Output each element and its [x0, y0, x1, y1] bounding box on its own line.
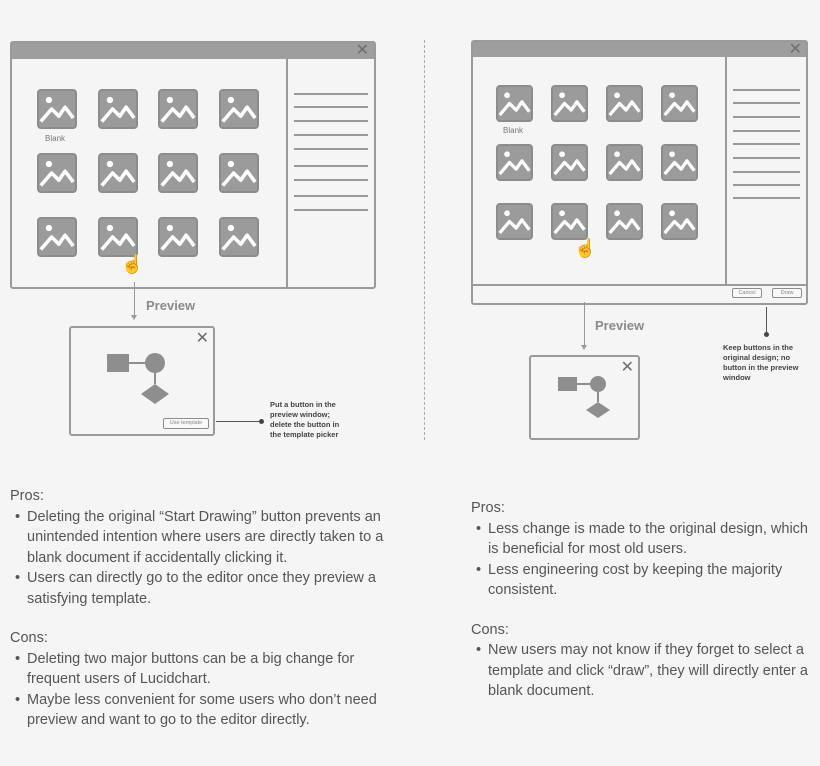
image-placeholder-icon[interactable]	[661, 85, 698, 122]
close-icon[interactable]: ✕	[620, 359, 634, 376]
image-placeholder-icon[interactable]	[219, 217, 259, 257]
left-note-connector	[216, 421, 261, 422]
image-placeholder-icon[interactable]	[551, 85, 588, 122]
list-item: • Deleting the original “Start Drawing” button prevents an unintended intention where users are directly taken to a blank document if accidentally clicking it.	[13, 507, 390, 569]
image-placeholder-icon[interactable]	[219, 153, 259, 193]
blank-template-label: Blank	[45, 134, 66, 143]
right-note-connector	[766, 307, 767, 334]
pros-list	[10, 507, 390, 610]
pros-heading: Pros:	[10, 488, 44, 504]
image-placeholder-icon[interactable]	[98, 89, 138, 129]
image-placeholder-icon[interactable]	[496, 203, 533, 240]
left-pros-cons	[10, 486, 390, 731]
blank-template-label: Blank	[503, 126, 524, 135]
image-placeholder-icon[interactable]	[98, 153, 138, 193]
image-placeholder-icon[interactable]	[606, 85, 643, 122]
cons-list	[471, 640, 816, 702]
list-item: • Maybe less convenient for some users who don’t need preview and want to go to the editor directly.	[13, 690, 390, 731]
left-preview-window	[69, 326, 215, 436]
right-preview-window	[529, 355, 640, 440]
pros-list	[471, 519, 816, 601]
close-icon[interactable]: ✕	[195, 330, 209, 347]
right-arrow-line	[584, 302, 585, 348]
left-arrow-line	[134, 282, 135, 318]
left-arrow-head	[131, 315, 137, 320]
close-icon[interactable]: ✕	[355, 42, 369, 59]
image-placeholder-icon[interactable]	[496, 85, 533, 122]
list-item: • New users may not know if they forget to select a template and click “draw”, they will directly enter a blank document.	[474, 640, 816, 702]
right-preview-label: Preview	[595, 318, 645, 333]
right-pros-cons	[471, 498, 816, 702]
left-note-dot	[259, 419, 264, 424]
image-placeholder-icon[interactable]	[551, 144, 588, 181]
image-placeholder-icon[interactable]	[158, 89, 198, 129]
list-item: • Less engineering cost by keeping the majority consistent.	[474, 560, 816, 601]
cons-heading: Cons:	[471, 621, 509, 638]
left-preview-label: Preview	[146, 298, 196, 313]
list-item: • Users can directly go to the editor once they preview a satisfying template.	[13, 568, 390, 609]
right-note-dot	[764, 332, 769, 337]
right-window-titlebar	[473, 42, 806, 57]
flowchart-diagram-icon	[556, 373, 616, 423]
image-placeholder-icon[interactable]	[37, 217, 77, 257]
close-icon[interactable]: ✕	[788, 41, 802, 58]
list-item: • Less change is made to the original design, which is beneficial for most old users.	[474, 519, 816, 560]
image-placeholder-icon[interactable]	[606, 203, 643, 240]
image-placeholder-icon[interactable]	[661, 144, 698, 181]
cancel-button[interactable]: Cancel	[732, 288, 762, 298]
right-annotation-note: Keep buttons in the original design; no button in the preview window	[723, 343, 799, 382]
right-arrow-head	[581, 345, 587, 350]
image-placeholder-icon[interactable]	[551, 203, 588, 240]
image-placeholder-icon[interactable]	[661, 203, 698, 240]
cons-heading: Cons:	[10, 630, 48, 646]
image-placeholder-icon[interactable]	[219, 89, 259, 129]
use-template-button[interactable]: Use template	[163, 418, 209, 429]
right-side-panel	[725, 57, 806, 286]
left-window-titlebar	[12, 43, 374, 59]
draw-button[interactable]: Draw	[772, 288, 802, 298]
left-side-panel	[286, 59, 374, 287]
list-item: • Deleting two major buttons can be a big change for frequent users of Lucidchart.	[13, 649, 390, 690]
cons-list	[10, 649, 390, 731]
left-annotation-note: Put a button in the preview window; delete the button in the template picker	[270, 400, 340, 439]
pros-heading: Pros:	[471, 500, 505, 516]
design-divider	[424, 40, 425, 440]
hand-pointer-icon: ☝	[574, 238, 597, 258]
image-placeholder-icon[interactable]	[98, 217, 138, 257]
image-placeholder-icon[interactable]	[158, 153, 198, 193]
image-placeholder-icon[interactable]	[496, 144, 533, 181]
right-window-footer	[473, 284, 806, 303]
image-placeholder-icon[interactable]	[37, 89, 77, 129]
hand-pointer-icon: ☝	[121, 254, 144, 274]
image-placeholder-icon[interactable]	[158, 217, 198, 257]
flowchart-diagram-icon	[105, 350, 175, 408]
image-placeholder-icon[interactable]	[606, 144, 643, 181]
image-placeholder-icon[interactable]	[37, 153, 77, 193]
